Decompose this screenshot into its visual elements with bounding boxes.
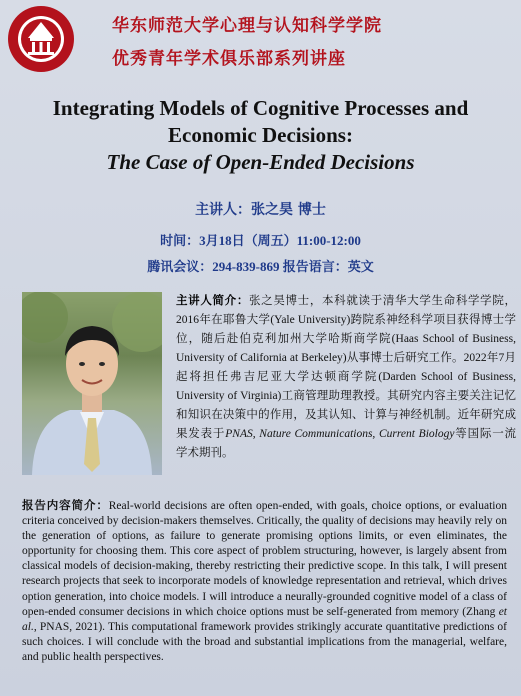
time-line: 时间：3月18日（周五）11:00-12:00 (160, 233, 361, 248)
university-logo (6, 4, 76, 74)
speaker-line: 主讲人：张之昊 博士 (195, 202, 326, 218)
bio-text: 张之昊博士，本科就读于清华大学生命科学学院，2016年在耶鲁大学(Yale University)跨院系神经科学项目获得博士学位，随后赴伯克利加州大学哈斯商学院(Haas School of Business, University of California at Berkeley)从事博士后研究工作。2022年7月起将担任弗吉尼亚大学达顿商学院(Darden School of Business, University of Virginia)工商管理助理教授。其研究内容主要关注记忆和知识在决策中的作用，及其认知、计算与神经机制。近年研究成果发表于 (176, 295, 516, 440)
abstract-etal: et al. (22, 605, 507, 633)
title-line-1: Integrating Models of Cognitive Processes and (52, 96, 469, 120)
header (0, 0, 521, 80)
bio-label: 主讲人简介： (176, 295, 249, 307)
bio-journals: PNAS, Nature Communications, Current Biology (225, 428, 455, 440)
abstract-text-end: , PNAS, 2021). This computational framework provides strikingly accurate quantitative predictions of such choices. I will conclude with the broad and substantial implications from the managerial, welfare, and public health perspectives. (22, 620, 507, 663)
school-name: 华东师范大学心理与认知科学学院 (112, 16, 382, 36)
speaker-photo (22, 292, 162, 475)
meeting-line: 腾讯会议：294-839-869 报告语言：英文 (147, 259, 374, 274)
title-line-3: The Case of Open-Ended Decisions (106, 150, 415, 174)
talk-abstract (22, 499, 507, 665)
talk-title (0, 95, 521, 176)
abstract-label: 报告内容简介： (22, 500, 109, 512)
title-line-2: Economic Decisions: (168, 123, 353, 147)
lecture-series: 优秀青年学术俱乐部系列讲座 (112, 49, 346, 69)
speaker-bio (176, 292, 516, 463)
bio-text-end: 等国际一流学术期刊。 (176, 428, 517, 459)
abstract-text: Real-world decisions are often open-ended, with goals, choice options, or evaluation criteria conceived by decision-makers themselves. Critically, the quality of decisions may heavily rely on the generation of options, as failure to generate promising options limits, or even eliminates, the opportunity for choosing them. This core aspect of problem structuring, however, is largely absent from classical models of decision-making, thereby restricting their predictive scope. In this talk, I will present research projects that seek to incorporate models of knowledge representation and retrieval, which drives option generation, into choice models. I will introduce a neurally-grounded cognitive model of a class of open-ended consumer decisions in which choice options must be self-generated from memory (Zhang (22, 500, 507, 618)
